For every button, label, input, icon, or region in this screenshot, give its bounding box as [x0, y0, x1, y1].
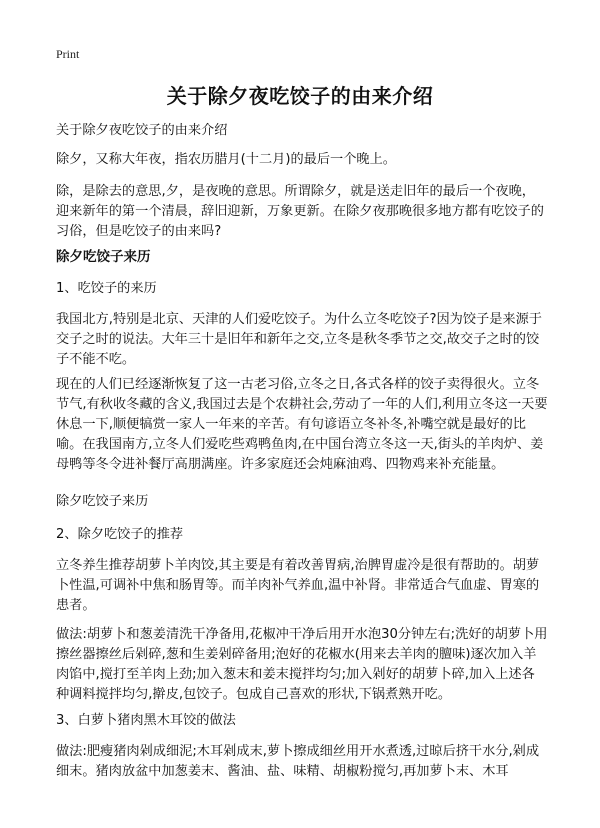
paragraph: 做法:胡萝卜和葱姜清洗干净备用,花椒冲干净后用开水泡30分钟左右;洗好的胡萝卜用擦丝器擦丝后剁碎,葱和生姜剁碎备用;泡好的花椒水(用来去羊肉的膻味)逐次加入羊肉馅中,搅打至羊肉上劲;加入葱末和姜末搅拌均匀;加入剁好的胡萝卜碎,加入上述各种调料搅拌均匀,擀皮,包饺子。包成自己喜欢的形状,下锅煮熟开吃。 [56, 627, 548, 702]
page-title: 关于除夕夜吃饺子的由来介绍 [166, 84, 434, 108]
paragraph: 除夕，又称大年夜，指农历腊月(十二月)的最后一个晚上。 [56, 152, 396, 167]
section-label: 除夕吃饺子来历 [56, 494, 149, 509]
section-heading: 除夕吃饺子来历 [56, 249, 151, 265]
paragraph: 立冬养生推荐胡萝卜羊肉饺,其主要是有着改善胃病,治脾胃虚冷是很有帮助的。胡萝卜性温,可调补中焦和肠胃等。而羊肉补气养血,温中补肾。非常适合气血虚、胃寒的患者。 [56, 558, 540, 613]
paragraph: 除，是除去的意思,夕，是夜晚的意思。所谓除夕，就是送走旧年的最后一个夜晚，迎来新年的第一个清晨，辞旧迎新，万象更新。在除夕夜那晚很多地方都有吃饺子的习俗，但是吃饺子的由来吗? [56, 184, 544, 239]
paragraph: 我国北方,特别是北京、天津的人们爱吃饺子。为什么立冬吃饺子?因为饺子是来源于交子之时的说法。大年三十是旧年和新年之交,立冬是秋冬季节之交,故交子之时的饺子不能不吃。 [56, 312, 542, 367]
paragraph: 现在的人们已经逐渐恢复了这一古老习俗,立冬之日,各式各样的饺子卖得很火。立冬节气,有秋收冬藏的含义,我国过去是个农耕社会,劳动了一年的人们,利用立冬这一天要休息一下,顺便犒赏一家人一年来的辛苦。有句谚语立冬补冬,补嘴空就是最好的比喻。在我国南方,立冬人们爱吃些鸡鸭鱼肉,在中国台湾立冬这一天,街头的羊肉炉、姜母鸭等冬令进补餐厅高朋满座。许多家庭还会炖麻油鸡、四物鸡来补充能量。 [56, 377, 548, 472]
article-subtitle: 关于除夕夜吃饺子的由来介绍 [56, 123, 228, 138]
section-label: 3、白萝卜猪肉黑木耳饺的做法 [56, 713, 236, 728]
paragraph: 做法:肥瘦猪肉剁成细泥;木耳剁成末,萝卜擦成细丝用开水煮透,过晾后挤干水分,剁成细末。猪肉放盆中加葱姜末、酱油、盐、味精、胡椒粉搅匀,再加萝卜末、木耳 [56, 744, 540, 779]
section-label: 2、除夕吃饺子的推荐 [56, 527, 184, 542]
section-label: 1、吃饺子的来历 [56, 281, 157, 296]
print-link[interactable]: Print [56, 47, 80, 61]
